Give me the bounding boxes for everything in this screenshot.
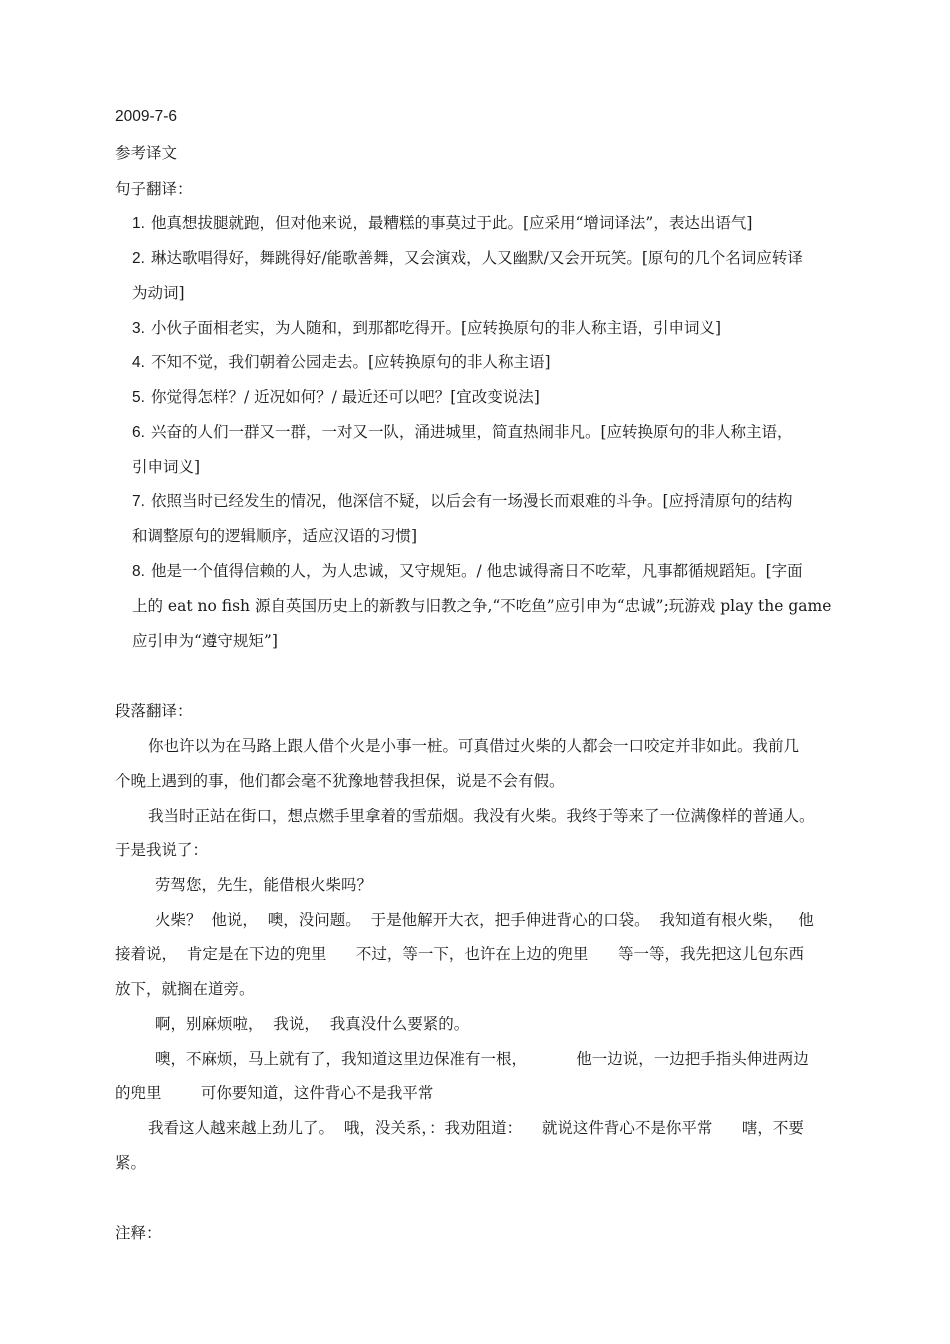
paragraph-line: 的兜里 可你要知道，这件背心不是我平常 [115, 1084, 434, 1102]
sentence-7 [132, 491, 793, 512]
sentence-text: 他是一个值得信赖的人，为人忠诚，又守规矩。/ 他忠诚得斋日不吃荤，凡事都循规蹈矩。[字面 [150, 562, 803, 580]
sentence-6-continuation: 引申词义] [132, 458, 201, 476]
paragraph-line: 接着说， 肯定是在下边的兜里 不过，等一下，也许在上边的兜里 等一等，我先把这儿包东西 [115, 945, 804, 963]
paragraph-line: 放下，就搁在道旁。 [115, 980, 255, 998]
sentence-7-continuation: 和调整原句的逻辑顺序，适应汉语的习惯] [132, 527, 418, 545]
document-heading: 参考译文 [115, 144, 178, 162]
sentence-number: 7. [132, 493, 145, 510]
sentence-1 [132, 213, 752, 234]
sentence-text: 你觉得怎样？/ 近况如何？/ 最近还可以吧？[宜改变说法] [150, 388, 540, 406]
sentence-text: 兴奋的人们一群又一群，一对又一队，涌进城里，简直热闹非凡。[应转换原句的非人称主语， [150, 423, 793, 441]
sentence-3 [132, 318, 721, 339]
sentence-number: 5. [132, 389, 145, 406]
sentence-8-continuation: 上的 eat no fish 源自英国历史上的新教与旧教之争,“不吃鱼”应引申为“忠诚”;玩游戏 play the game [132, 597, 832, 615]
sentence-number: 1. [132, 215, 145, 232]
sentence-number: 2. [132, 250, 145, 267]
paragraph-line: 劳驾您，先生，能借根火柴吗？ [155, 876, 373, 894]
notes-section-label: 注释： [115, 1224, 162, 1242]
paragraph-line: 我看这人越来越上劲儿了。 哦，没关系，：我劝阻道： 就说这件背心不是你平常 嗐，不要 [148, 1119, 804, 1137]
sentence-text: 琳达歌唱得好，舞跳得好/能歌善舞，又会演戏，人又幽默/又会开玩笑。[原句的几个名词应转译 [150, 249, 803, 267]
paragraph-section-label: 段落翻译： [115, 702, 193, 720]
sentence-2-continuation: 为动词] [132, 284, 185, 302]
sentence-text: 小伙子面相老实，为人随和，到那都吃得开。[应转换原句的非人称主语，引申词义] [150, 319, 722, 337]
document-date: 2009-7-6 [115, 108, 178, 125]
paragraph-line: 噢，不麻烦，马上就有了，我知道这里边保准有一根， 他一边说，一边把手指头伸进两边 [155, 1050, 809, 1068]
sentence-4 [132, 352, 551, 373]
sentences-section-label: 句子翻译： [115, 180, 193, 198]
paragraph-line: 火柴？ 他说， 噢，没问题。 于是他解开大衣，把手伸进背心的口袋。 我知道有根火柴， 他 [155, 911, 814, 929]
paragraph-line: 个晚上遇到的事，他们都会毫不犹豫地替我担保，说是不会有假。 [115, 772, 565, 790]
sentence-number: 3. [132, 320, 145, 337]
sentence-8 [132, 561, 803, 582]
sentence-number: 8. [132, 563, 145, 580]
paragraph-line: 紧。 [115, 1154, 147, 1172]
sentence-8-continuation-2: 应引申为“遵守规矩”] [132, 632, 278, 650]
sentence-6 [132, 422, 793, 443]
sentence-number: 4. [132, 354, 145, 371]
sentence-2 [132, 248, 803, 269]
paragraph-line: 我当时正站在街口，想点燃手里拿着的雪茄烟。我没有火柴。我终于等来了一位满像样的普通人。 [148, 807, 815, 825]
paragraph-line: 啊，别麻烦啦， 我说， 我真没什么要紧的。 [155, 1015, 470, 1033]
paragraph-line: 你也许以为在马路上跟人借个火是小事一桩。可真借过火柴的人都会一口咬定并非如此。我前几 [148, 737, 800, 755]
sentence-text: 他真想拔腿就跑，但对他来说，最糟糕的事莫过于此。[应采用“增词译法”，表达出语气] [150, 214, 753, 232]
sentence-5 [132, 387, 540, 408]
sentence-number: 6. [132, 424, 145, 441]
sentence-text: 依照当时已经发生的情况，他深信不疑，以后会有一场漫长而艰难的斗争。[应捋清原句的结构 [150, 492, 793, 510]
paragraph-line: 于是我说了： [115, 841, 209, 859]
sentence-text: 不知不觉，我们朝着公园走去。[应转换原句的非人称主语] [150, 353, 551, 371]
